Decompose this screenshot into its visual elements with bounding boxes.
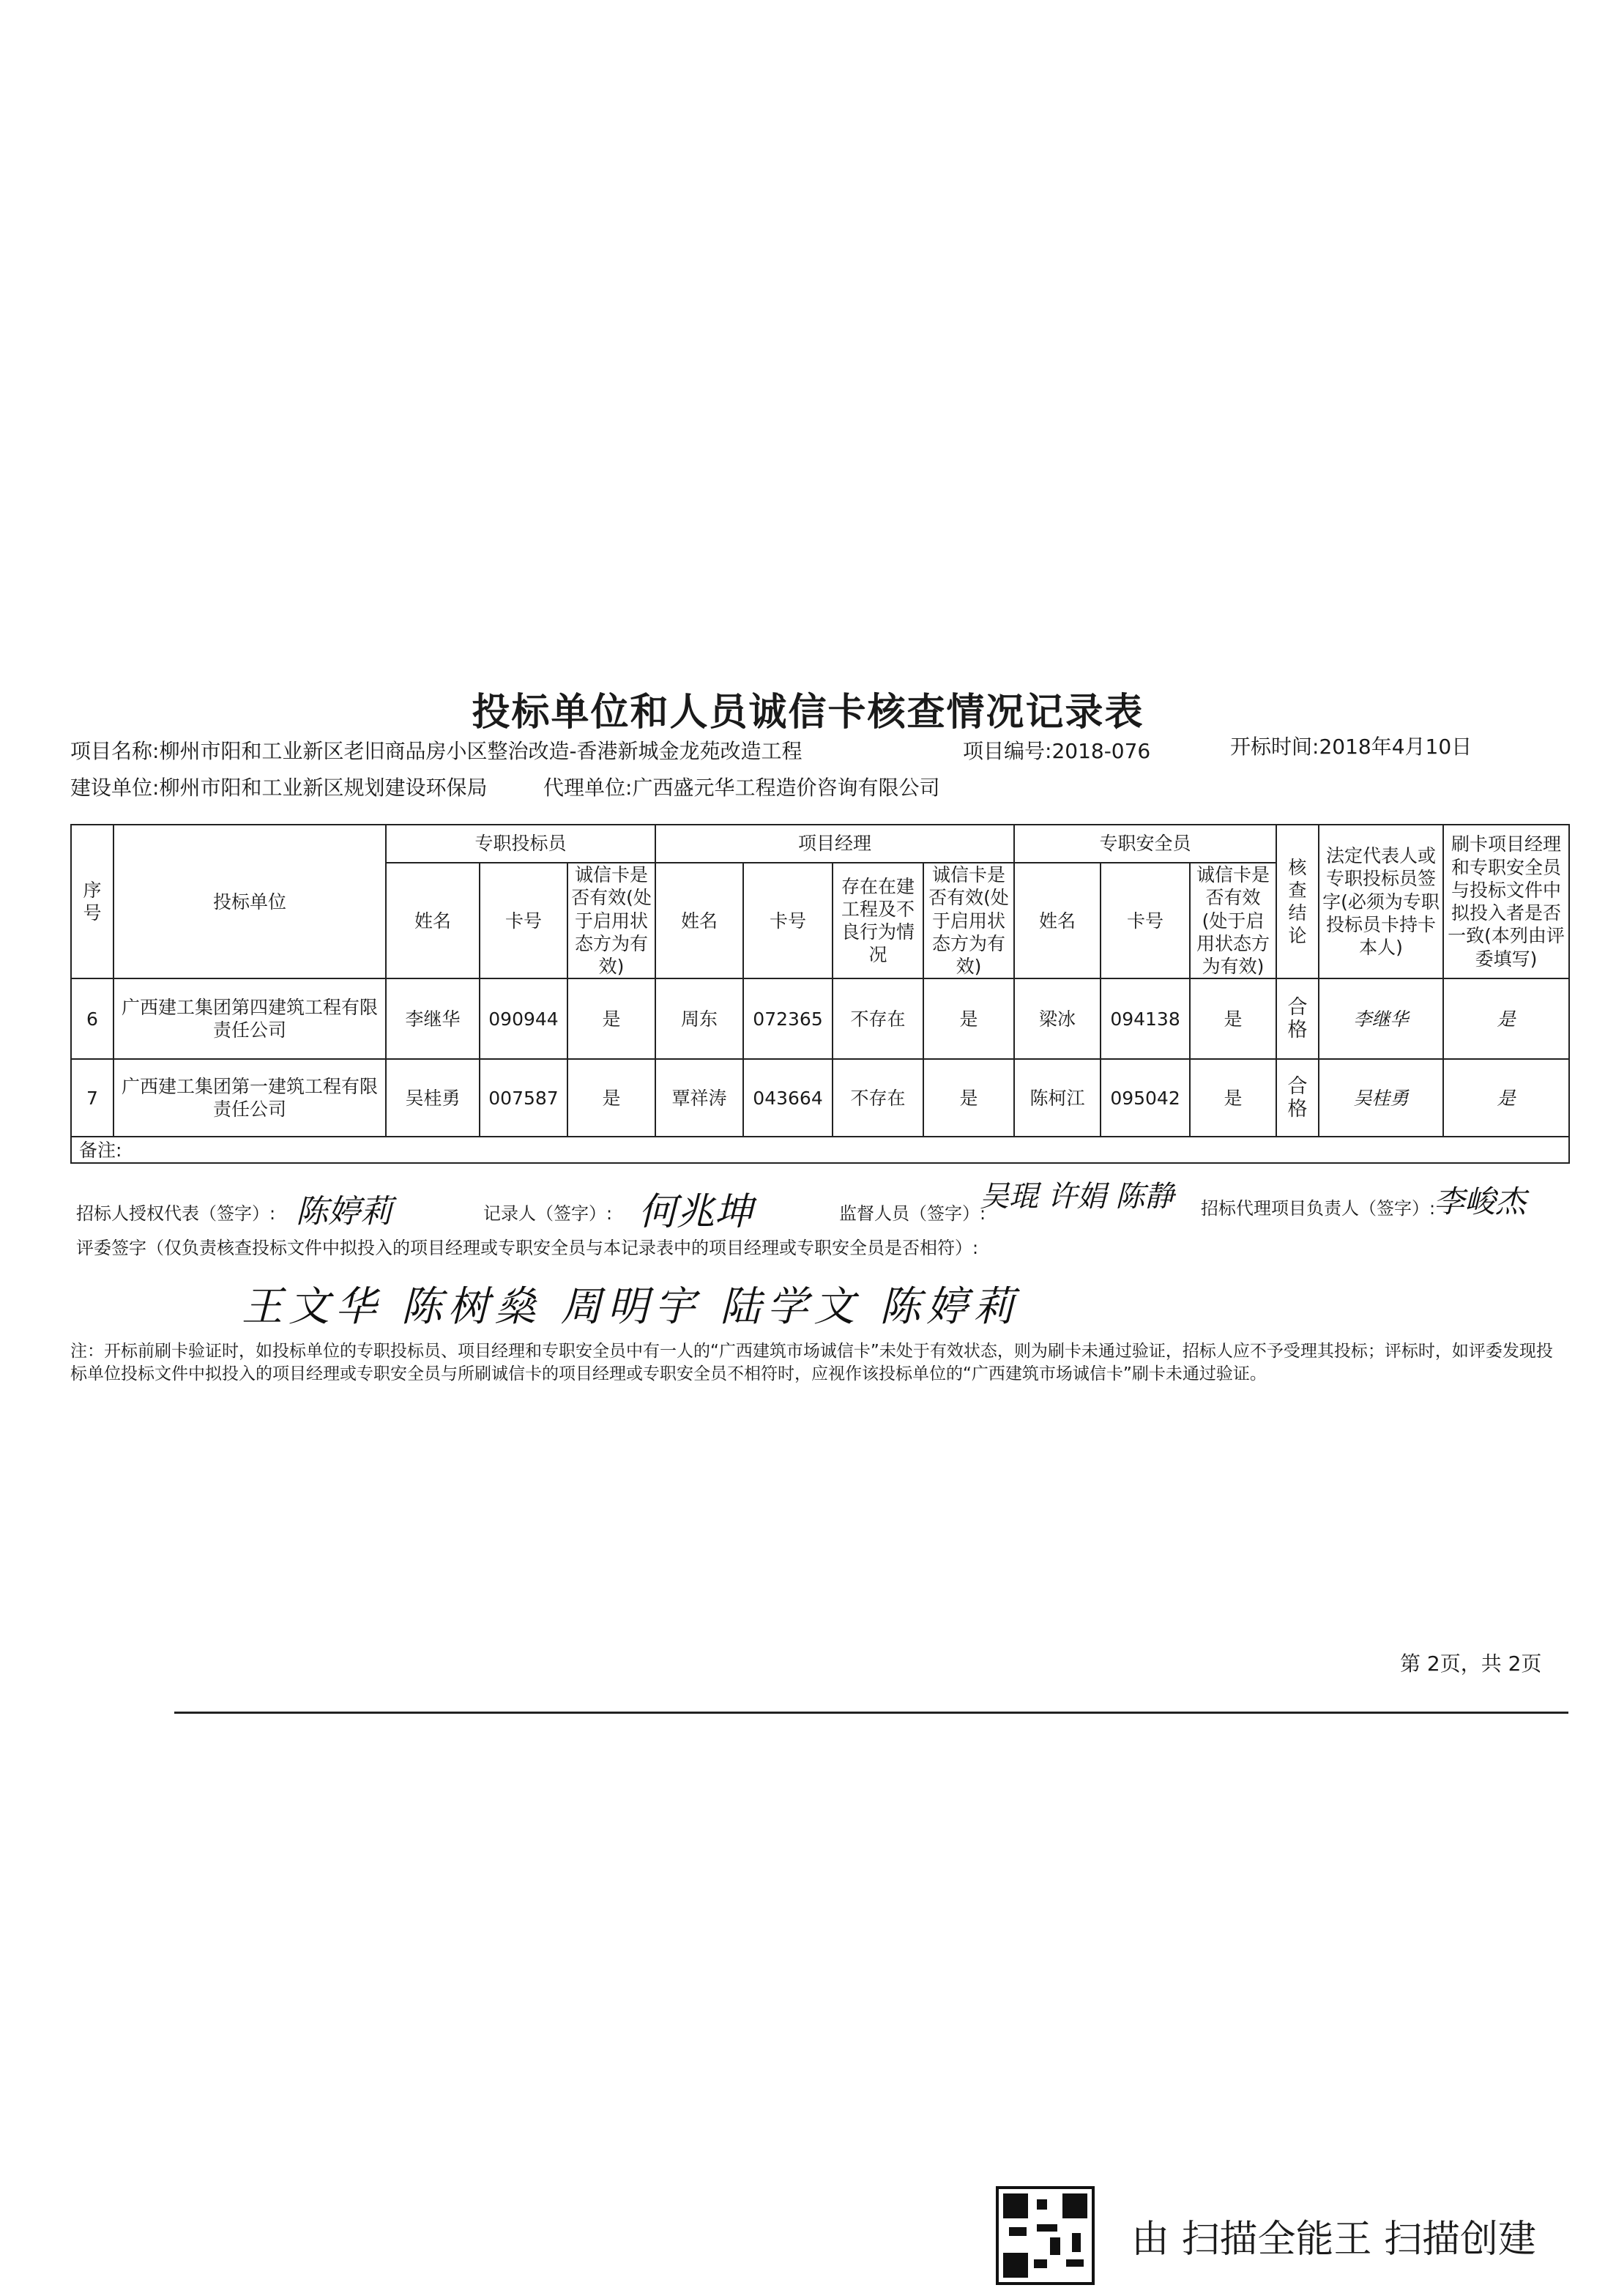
agent-label: 代理单位: xyxy=(543,776,633,800)
recorder-label: 记录人（签字）: xyxy=(483,1203,613,1224)
sub-card-header: 卡号 xyxy=(1101,863,1190,978)
project-no-label: 项目编号: xyxy=(963,739,1052,763)
owner-row xyxy=(70,772,487,801)
agent-lead-signature: 李峻杰 xyxy=(1434,1184,1527,1219)
row-staff-name: 李继华 xyxy=(386,978,480,1059)
row-staff-card: 090944 xyxy=(480,978,567,1059)
project-name-label: 项目名称: xyxy=(70,739,160,763)
row-staff-valid: 是 xyxy=(567,978,655,1059)
panel-label: 评委签字（仅负责核查投标文件中拟投入的项目经理或专职安全员与本记录表中的项目经理或专职安全员是否相符）: xyxy=(76,1238,979,1258)
agent-row xyxy=(543,772,939,801)
project-name-row xyxy=(70,735,803,765)
row-bidder: 广西建工集团第一建筑工程有限责任公司 xyxy=(113,1059,386,1137)
row-consistent: 是 xyxy=(1443,978,1569,1059)
owner: 柳州市阳和工业新区规划建设环保局 xyxy=(159,776,488,800)
project-name: 柳州市阳和工业新区老旧商品房小区整治改造-香港新城金龙苑改造工程 xyxy=(159,739,803,763)
row-pm-valid: 是 xyxy=(923,978,1014,1059)
remark-label: 备注: xyxy=(79,1139,122,1161)
sub-name-header: 姓名 xyxy=(1014,863,1101,978)
group-pm-header: 项目经理 xyxy=(655,825,1014,863)
qr-code-icon xyxy=(996,2186,1095,2285)
group-safety-header: 专职安全员 xyxy=(1014,825,1276,863)
row-safety-valid: 是 xyxy=(1190,1059,1276,1137)
row-seq: 6 xyxy=(71,978,113,1059)
remark-cell xyxy=(71,1137,1569,1163)
remark-row xyxy=(71,1137,1569,1163)
sub-bad-header: 存在在建工程及不良行为情况 xyxy=(833,863,923,978)
document-title: 投标单位和人员诚信卡核查情况记录表 xyxy=(472,691,1144,735)
table-row xyxy=(71,978,1569,1059)
row-signature: 吴桂勇 xyxy=(1319,1059,1443,1137)
row-conclusion: 合格 xyxy=(1276,978,1319,1059)
row-pm-card: 043664 xyxy=(743,1059,833,1137)
row-safety-valid: 是 xyxy=(1190,978,1276,1059)
row-staff-card: 007587 xyxy=(480,1059,567,1137)
row-conclusion: 合格 xyxy=(1276,1059,1319,1137)
project-no-row xyxy=(963,735,1150,765)
panel-signatures: 王文华 陈树燊 周明宇 陆学文 陈婷莉 xyxy=(242,1283,1021,1331)
open-time-row xyxy=(1230,731,1472,760)
record-table xyxy=(70,824,1570,1164)
row-consistent: 是 xyxy=(1443,1059,1569,1137)
supervisor-label: 监督人员（签字）: xyxy=(839,1203,986,1224)
scanner-watermark: 由 扫描全能王 扫描创建 xyxy=(1131,2218,1537,2262)
row-pm-valid: 是 xyxy=(923,1059,1014,1137)
sub-name-header: 姓名 xyxy=(655,863,743,978)
col-bidder-header: 投标单位 xyxy=(113,825,386,978)
owner-label: 建设单位: xyxy=(70,776,160,800)
header-row-group xyxy=(71,825,1569,863)
group-bidder-staff-header: 专职投标员 xyxy=(386,825,655,863)
page-number: 第 2页，共 2页 xyxy=(1400,1652,1542,1676)
row-signature: 李继华 xyxy=(1319,978,1443,1059)
row-safety-card: 094138 xyxy=(1101,978,1190,1059)
sub-card-header: 卡号 xyxy=(480,863,567,978)
open-time-label: 开标时间: xyxy=(1230,735,1319,759)
sub-valid-header: 诚信卡是否有效(处于启用状态方为有效) xyxy=(923,863,1014,978)
row-pm-bad: 不存在 xyxy=(833,1059,923,1137)
row-bidder: 广西建工集团第四建筑工程有限责任公司 xyxy=(113,978,386,1059)
agent: 广西盛元华工程造价咨询有限公司 xyxy=(632,776,940,800)
sub-valid-header: 诚信卡是否有效(处于启用状态方为有效) xyxy=(1190,863,1276,978)
row-pm-name: 覃祥涛 xyxy=(655,1059,743,1137)
agent-lead-label: 招标代理项目负责人（签字）: xyxy=(1201,1198,1436,1219)
row-pm-bad: 不存在 xyxy=(833,978,923,1059)
open-time: 2018年4月10日 xyxy=(1319,735,1472,759)
row-pm-name: 周东 xyxy=(655,978,743,1059)
bottom-rule xyxy=(174,1712,1568,1714)
row-staff-name: 吴桂勇 xyxy=(386,1059,480,1137)
row-staff-valid: 是 xyxy=(567,1059,655,1137)
row-safety-name: 陈柯江 xyxy=(1014,1059,1101,1137)
row-safety-name: 梁冰 xyxy=(1014,978,1101,1059)
project-no: 2018-076 xyxy=(1051,739,1151,763)
sub-card-header: 卡号 xyxy=(743,863,833,978)
supervisor-signature: 吴琨 许娟 陈静 xyxy=(980,1180,1174,1214)
sub-name-header: 姓名 xyxy=(386,863,480,978)
row-seq: 7 xyxy=(71,1059,113,1137)
col-consistent-header: 刷卡项目经理和专职安全员与投标文件中拟投入者是否一致(本列由评委填写) xyxy=(1443,825,1569,978)
tenderee-signature: 陈婷莉 xyxy=(296,1193,392,1230)
col-conclusion-header: 核查结论 xyxy=(1276,825,1319,978)
col-seq-header: 序号 xyxy=(71,825,113,978)
sub-valid-header: 诚信卡是否有效(处于启用状态方为有效) xyxy=(567,863,655,978)
col-legal-sign-header: 法定代表人或专职投标员签字(必须为专职投标员卡持卡本人) xyxy=(1319,825,1443,978)
recorder-signature: 何兆坤 xyxy=(638,1190,753,1234)
row-safety-card: 095042 xyxy=(1101,1059,1190,1137)
row-pm-card: 072365 xyxy=(743,978,833,1059)
table-row xyxy=(71,1059,1569,1137)
footnote: 注：开标前刷卡验证时，如投标单位的专职投标员、项目经理和专职安全员中有一人的“广西建筑市场诚信卡”未处于有效状态，则为刷卡未通过验证，招标人应不予受理其投标；评标时，如评委发现投标单位投标文件中拟投入的项目经理或专职安全员与所刷诚信卡的项目经理或专职安全员不相符时，应视作该投标单位的“广西建筑市场诚信卡”刷卡未通过验证。 xyxy=(70,1342,1553,1384)
tenderee-label: 招标人授权代表（签字）: xyxy=(76,1203,276,1224)
